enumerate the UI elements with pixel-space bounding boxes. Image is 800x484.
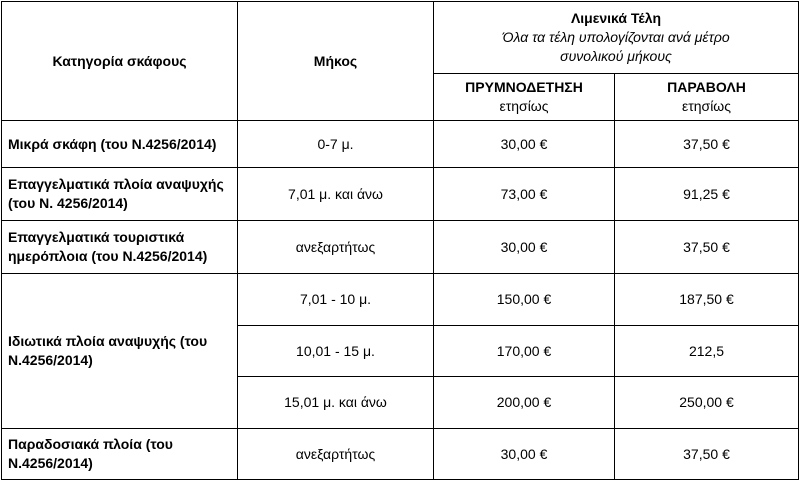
berthing-period: ετησίως [682,98,731,114]
mooring-fee-cell: 30,00 € [434,121,615,168]
category-cell [2,221,238,274]
category-line: Ιδιωτικά πλοία αναψυχής (του [8,333,208,349]
port-fees-table [1,1,799,480]
category-line: ημερόπλοια (του Ν.4256/2014) [8,248,208,264]
length-cell: 7,01 μ. και άνω [238,168,434,221]
berthing-title: ΠΑΡΑΒΟΛΗ [667,79,746,95]
mooring-fee-cell: 200,00 € [434,377,615,429]
fees-note-line2: συνολικού μήκους [560,48,672,64]
berthing-fee-cell: 187,50 € [615,274,799,326]
berthing-fee-cell: 91,25 € [615,168,799,221]
header-row [2,2,799,74]
category-line: Ν.4256/2014) [8,455,93,471]
length-cell: 15,01 μ. και άνω [238,377,434,429]
mooring-header [434,74,615,121]
category-cell [2,274,238,429]
length-cell: ανεξαρτήτως [238,221,434,274]
length-cell: 0-7 μ. [238,121,434,168]
mooring-fee-cell: 30,00 € [434,221,615,274]
table-row [2,274,799,326]
table-row [2,168,799,221]
length-cell: 7,01 - 10 μ. [238,274,434,326]
category-cell [2,429,238,480]
mooring-title: ΠΡΥΜΝΟΔΕΤΗΣΗ [465,79,583,95]
category-header: Κατηγορία σκάφους [2,2,238,121]
table-row [2,121,799,168]
mooring-period: ετησίως [499,98,549,114]
berthing-fee-cell: 37,50 € [615,429,799,480]
length-cell: ανεξαρτήτως [238,429,434,480]
category-cell [2,121,238,168]
fees-note-line1: Όλα τα τέλη υπολογίζονται ανά μέτρο [502,29,730,45]
berthing-fee-cell: 37,50 € [615,121,799,168]
category-cell [2,168,238,221]
fees-header [434,2,799,74]
category-line: (του Ν. 4256/2014) [8,195,128,211]
table-row [2,429,799,480]
berthing-fee-cell: 250,00 € [615,377,799,429]
berthing-header [615,74,799,121]
mooring-fee-cell: 150,00 € [434,274,615,326]
mooring-fee-cell: 73,00 € [434,168,615,221]
fees-title: Λιμενικά Τέλη [570,10,662,26]
category-line: Επαγγελματικά τουριστικά [8,229,185,245]
category-line: Ν.4256/2014) [8,352,93,368]
mooring-fee-cell: 30,00 € [434,429,615,480]
length-cell: 10,01 - 15 μ. [238,326,434,377]
category-line: Μικρά σκάφη (του Ν.4256/2014) [8,135,217,152]
berthing-fee-cell: 212,5 [615,326,799,377]
category-line: Επαγγελματικά πλοία αναψυχής [8,176,224,192]
table-row [2,221,799,274]
length-header: Μήκος [238,2,434,121]
berthing-fee-cell: 37,50 € [615,221,799,274]
mooring-fee-cell: 170,00 € [434,326,615,377]
category-line: Παραδοσιακά πλοία (του [8,436,173,452]
